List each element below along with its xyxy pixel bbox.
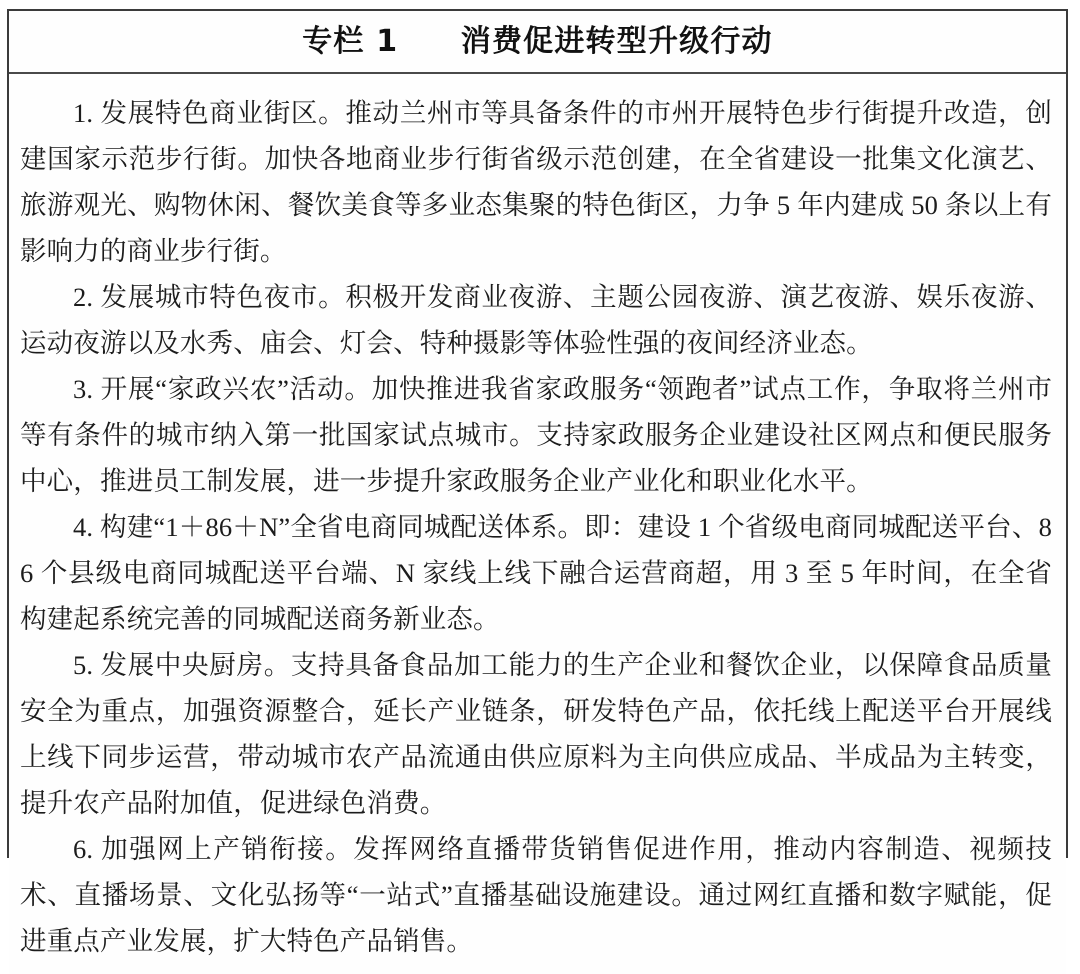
callout-box xyxy=(7,9,1068,956)
list-item: 6. 加强网上产销衔接。发挥网络直播带货销售促进作用，推动内容制造、视频技术、直播场景、文化弘扬等“一站式”直播基础设施建设。通过网红直播和数字赋能，促进重点产业发展，扩大特色产品销售。 xyxy=(20,834,1052,956)
callout-title-row xyxy=(9,11,1066,74)
list-item: 1. 发展特色商业街区。推动兰州市等具备条件的市州开展特色步行街提升改造，创建国家示范步行街。加快各地商业步行街省级示范创建，在全省建设一批集文化演艺、旅游观光、购物休闲、餐饮美食等多业态集聚的特色街区，力争 5 年内建成 50 条以上有影响力的商业步行街。 xyxy=(20,98,1052,266)
list-item: 4. 构建“1＋86＋N”全省电商同城配送体系。即：建设 1 个省级电商同城配送平台、86 个县级电商同城配送平台端、N 家线上线下融合运营商超，用 3 至 5 年时间，在全省构建起系统完善的同城配送商务新业态。 xyxy=(20,512,1052,634)
callout-body xyxy=(9,74,1066,974)
list-item: 3. 开展“家政兴农”活动。加快推进我省家政服务“领跑者”试点工作，争取将兰州市等有条件的城市纳入第一批国家试点城市。支持家政服务企业建设社区网点和便民服务中心，推进员工制发展，进一步提升家政服务企业产业化和职业化水平。 xyxy=(20,374,1052,496)
list-item: 2. 发展城市特色夜市。积极开发商业夜游、主题公园夜游、演艺夜游、娱乐夜游、运动夜游以及水秀、庙会、灯会、特种摄影等体验性强的夜间经济业态。 xyxy=(20,282,1052,358)
callout-title: 专栏 1 消费促进转型升级行动 xyxy=(302,23,773,59)
list-item: 5. 发展中央厨房。支持具备食品加工能力的生产企业和餐饮企业，以保障食品质量安全为重点，加强资源整合，延长产业链条，研发特色产品，依托线上配送平台开展线上线下同步运营，带动城市农产品流通由供应原料为主向供应成品、半成品为主转变，提升农产品附加值，促进绿色消费。 xyxy=(20,650,1052,818)
